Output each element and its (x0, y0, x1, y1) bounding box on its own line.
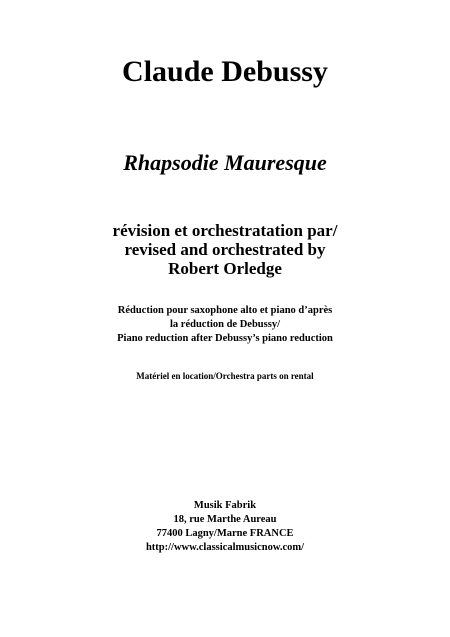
arranger-name: Robert Orledge (168, 259, 282, 278)
publisher-street: 18, rue Marthe Aureau (173, 514, 277, 525)
revision-line-english: revised and orchestrated by (124, 240, 326, 259)
publisher-name: Musik Fabrik (193, 500, 257, 511)
work-title: Rhapsodie Mauresque (123, 150, 327, 175)
reduction-line-2: la réduction de Debussy/ (170, 319, 280, 330)
revision-line-french: révision et orchestratation par/ (112, 221, 338, 240)
reduction-line-1: Réduction pour saxophone alto et piano d’après (117, 305, 333, 316)
publisher-city: 77400 Lagny/Marne FRANCE (156, 528, 294, 539)
composer-name: Claude Debussy (122, 55, 328, 88)
publisher-website: http://www.classicalmusicnow.com/ (145, 542, 305, 553)
rental-note: Matériel en location/Orchestra parts on rental (136, 371, 314, 381)
reduction-line-3: Piano reduction after Debussy’s piano reduction (117, 333, 333, 344)
